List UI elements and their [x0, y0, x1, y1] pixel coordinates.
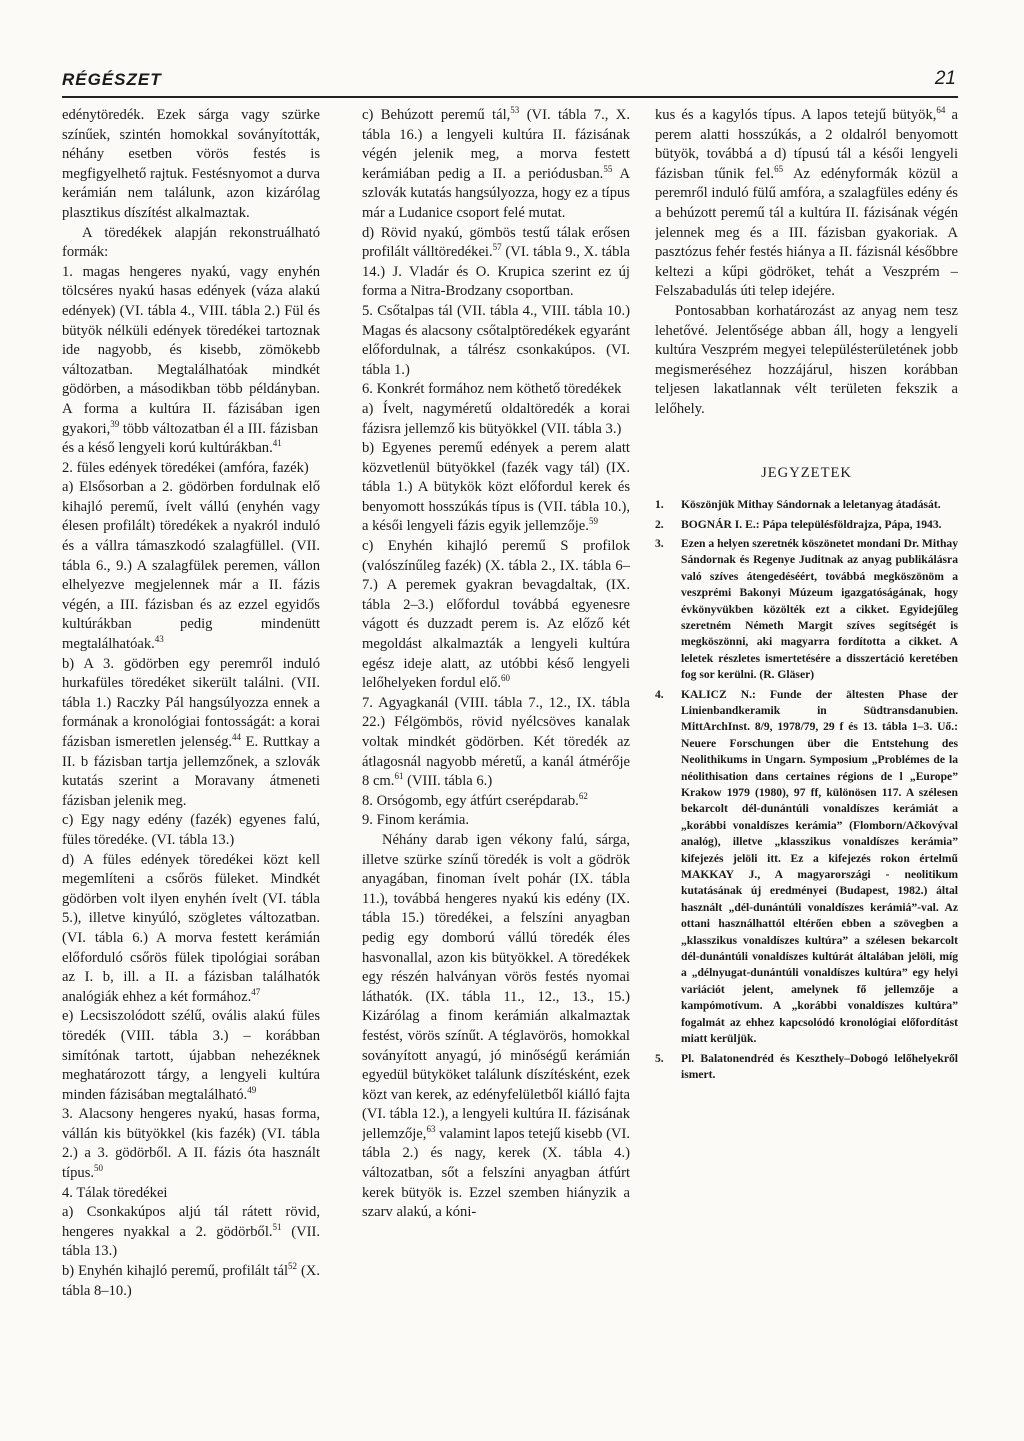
paragraph — [62, 439, 320, 459]
paragraph — [362, 380, 630, 400]
paragraph — [362, 811, 630, 831]
note-item — [655, 497, 958, 513]
footnote-ref: 52 — [288, 1261, 297, 1272]
paragraph-text: A szlovák kutatás hangsúlyozza, hogy ez a típus már a Ludanice csoport felé mutat. — [362, 165, 630, 221]
paragraph — [62, 263, 320, 439]
paragraph-text: 7. Agyagkanál (VIII. tábla 7., 12., IX. tábla 22.) Félgömbös, rövid nyélcsöves kanalak voltak mindkét gödörben. Két töredék az átlagosnál nagyobb méretű, a kanál átmérője 8 cm. — [362, 694, 630, 790]
paragraph-text: Néhány darab igen vékony falú, sárga, illetve szürke színű töredék is volt a gödrök anyagában, finoman ívelt pohár (IX. tábla 11.), továbbá hengeres nyakú kis edény (IX. tábla 15.) töredékei, a felszíni anyagban pedig egy domború vállú töredék éles hasvonallal, azon kis bütyökkel. A töredékek egy részén halványan vörös festés nyomai láthatók. (IX. tábla 11., 12., 13., 15.) Kizárólag a finom kerámián alkalmaztak festést, vörös színűt. A téglavörös, homokkal soványított anyagú, jó minőségű kerámián egyedül bütyköket találunk díszítésként, ezek közt van kerek, az edényfelületből kiálló fajta (VI. tábla 12.), a lengyeli kultúra II. fázisának jellemzője, — [362, 831, 630, 1142]
paragraph — [62, 106, 320, 224]
footnote-ref: 55 — [603, 163, 613, 174]
footnote-ref: 64 — [936, 106, 946, 115]
journal-title: RÉGÉSZET — [62, 70, 162, 89]
paragraph-text: c) Behúzott peremű tál, — [362, 107, 511, 123]
footnote-ref: 41 — [272, 438, 282, 449]
text-column-3 — [655, 106, 958, 1396]
paragraph — [362, 694, 630, 792]
paragraph-text: a) Csonkakúpos aljú tál rátett rövid, hengeres nyakkal a 2. gödörből. — [62, 1204, 320, 1240]
paragraph — [62, 459, 320, 479]
paragraph-text: d) Rövid nyakú, gömbös testű tálak erősen profilált válltöredékei. — [362, 224, 630, 261]
paragraph-text: E. Ruttkay a II. b fázisban tartja jellemzőnek, a szlovák kutatás szerint a Moravany átmeneti fázisban jelenik meg. — [62, 734, 320, 809]
note-item — [655, 517, 958, 533]
paragraph-text: a perem alatti hosszúkás, a 2 oldalról benyomott bütyök, továbbá a d) típusú tál a késői lengyeli fázisban tűnik fel. — [655, 107, 958, 182]
note-number: 2. — [655, 517, 664, 531]
note-number: 3. — [655, 536, 664, 550]
paragraph — [62, 1105, 320, 1183]
note-item — [655, 687, 958, 1048]
paragraph-text: 8. Orsógomb, egy átfúrt cserépdarab. — [362, 792, 579, 809]
paragraph-text: (VI. tábla 9., X. tábla 14.) J. Vladár és O. Krupica szerint ez új forma a Nitra-Brodzany csoportban. — [362, 244, 630, 300]
footnote-ref: 60 — [501, 673, 510, 684]
note-item — [655, 536, 958, 684]
paragraph-text: (VIII. tábla 6.) — [403, 773, 493, 790]
paragraph-text: 6. Konkrét formához nem köthető töredékek — [362, 381, 622, 398]
footnote-ref: 47 — [251, 986, 261, 997]
paragraph-text: valamint lapos tetejű kisebb (VI. tábla 2.) és nagy, kerek (X. tábla 4.) változatban, sőt a felszíni anyagban átfúrt kerek bütyök is. Ezzel szemben hiányzik a szarv alakú, a kóni- — [362, 1125, 630, 1221]
paragraph — [62, 655, 320, 812]
paragraph-text: (VII. tábla 13.) — [62, 1223, 320, 1260]
paragraph-text: 1. magas hengeres nyakú, vagy enyhén tölcséres nyakú hasas edények (váza alakú edények) (VI. tábla 4., VIII. tábla 2.) Fül és bütyök nélküli edények töredékei tartoznak ide nagyobb, és kisebb, zömökebb változatban. Megtalálhatóak mindkét gödörben, a másodikban több példányban. A forma a kultúra II. fázisában igen gyakori, — [62, 263, 320, 437]
paragraph-text: b) A 3. gödörben egy peremről induló hurkafüles töredéket sikerült találni. (VII. tábla 1.) Raczky Pál hangsúlyozza ennek a formának a kronológiai fontosságát: a korai fázisban ismeretlen jelenség. — [62, 655, 320, 750]
paragraph — [62, 1184, 320, 1204]
footnote-ref: 51 — [272, 1221, 282, 1232]
footnote-ref: 62 — [578, 790, 588, 801]
note-number: 5. — [655, 1051, 664, 1065]
text-column-2 — [362, 106, 630, 1396]
paragraph-text: e) Lecsiszolódott szélű, ovális alakú füles töredék (VIII. tábla 3.) – korábban simítónak tartott, újabban nehezéknek meghatározott tárgy, a lengyeli kultúra minden fázisában megtalálható. — [62, 1008, 320, 1103]
paragraph-text: (VI. tábla 7., X. tábla 16.) a lengyeli kultúra II. fázisának végén jelenik meg, a morva festett kerámiában pedig a II. a periódusban. — [362, 107, 630, 182]
note-number: 1. — [655, 498, 664, 512]
note-text: BOGNÁR I. E.: Pápa településföldrajza, Pápa, 1943. — [681, 517, 942, 531]
paragraph-text: 9. Finom kerámia. — [362, 812, 470, 829]
paragraph-text: Az edényformák közül a peremről induló fülű amfóra, a szalagfüles edény és a behúzott peremű tál a kultúra II. fázisának végén jelennek meg és a III. fázisban gyakoriak. A pasztózus fehér festés hiánya a II. fázisnál későbbre keltezi a kűpi gödröket, tehát a Veszprém – Felszabadulás úti telep idejére. — [655, 165, 958, 300]
text-column-1 — [62, 106, 320, 1396]
footnote-ref: 43 — [154, 634, 164, 645]
paragraph — [62, 478, 320, 654]
paragraph-text: 3. Alacsony hengeres nyakú, hasas forma, vállán kis bütyökkel (kis fazék) (VI. tábla 2.) a 3. gödörből. A II. fázis óta használt típus. — [62, 1106, 320, 1182]
paragraph — [62, 1203, 320, 1262]
paragraph — [62, 1007, 320, 1105]
paragraph-text: a) Elsősorban a 2. gödörben fordulnak elő kihajló peremű, ívelt vállú (enyhén vagy élesen profilált) töredékek a nyakról induló és a vállra támaszkodó szalagfüllel. (VII. tábla 6., 9.) A szalagfülek peremen, vállon elhelyezve megjelennek már a II. fázis végén, a III. fázisban és az ezzel egyidős kultúrákban pedig mindenütt megtalálhatóak. — [62, 479, 320, 653]
paragraph-text: c) Egy nagy edény (fazék) egyenes falú, füles töredéke. (VI. tábla 13.) — [62, 812, 320, 848]
footnote-ref: 57 — [492, 242, 502, 253]
paragraph-text: Pontosabban korhatározást az anyag nem tesz lehetővé. Jelentősége abban áll, hogy a lengyeli kultúra Veszprém megyei településterületének jobb megismeréséhez hozzájárul, hiszen korábban teljesen lakatlannak vélt területen fekszik a lelőhely. — [655, 302, 958, 417]
paragraph-text: (X. tábla 8–10.) — [62, 1263, 320, 1299]
paragraph — [655, 106, 958, 302]
paragraph-text: 5. Csőtalpas tál (VII. tábla 4., VIII. tábla 10.) Magas és alacsony csőtalptöredékek egyaránt előfordulnak, a tálrész csonkakúpos. (VI. tábla 1.) — [362, 302, 630, 378]
paragraph — [62, 1262, 320, 1301]
paragraph — [362, 792, 630, 812]
paragraph — [362, 439, 630, 537]
paragraph-text: több változatban él a III. fázisban — [119, 420, 319, 437]
footnote-ref: 63 — [426, 1123, 436, 1134]
paragraph-text: 2. füles edények töredékei (amfóra, fazék) — [62, 459, 309, 476]
footnote-ref: 50 — [94, 1163, 104, 1174]
note-text: KALICZ N.: Funde der ältesten Phase der Linienbandkeramik in Südtransdanubien. MittArchInst. 8/9, 1978/79, 29 f és 13. tábla 1–3. Uő.: Neuere Forschungen über die Entstehung des Neolithikums in Ungarn. Symposium „Problémes de la néolithisation dans certaines régions de l „Europe” Krakow 1979 (1980), 97 ff, különösen 117. A szélesen bekarcolt dél-dunántúli vonaldíszes kerámiát a „korábbi vonaldíszes kerámia” (Flomborn/Ačkovýval analóg), illetve „klasszikus vonaldíszes kerámia” kifejezés jelöli itt. Ez a kifejezés rokon értelmű MAKKAY J., A magyarországi - neolitikum kutatásának új eredményei (Budapest, 1982.) által használt „dél-dunántúli vonaldíszes kerámiá”-val. Az ottani használhattól eltérően ebben a szövegben a „klasszikus vonaldíszes kultúra” a szélesen bekarcolt dél-dunántúli vonaldíszes kultúrát általában jelöli, míg a „délnyugat-dunántúli vonaldíszes kultúra” egy helyi variációt jelent, amelynek fő jellemzője a kampómotívum. A „korábbi vonaldíszes kultúra” fogalmát az ehhez kapcsolódó kronológiai előfordítást miatt kerüljük. — [681, 687, 958, 1046]
paragraph-text: b) Egyenes peremű edények a perem alatt közvetlenül bütyökkel (fazék vagy tál) (IX. tábla 1.) A bütykök közt előfordul kerek és benyomott hosszúkás típus is (VII. tábla 10.), a késői lengyeli fázis egyik jellemzője. — [362, 440, 630, 535]
note-text: Ezen a helyen szeretnék köszönetet mondani Dr. Mithay Sándornak és Regenye Juditnak az anyag publikálásra való szíves átengedéséért, továbbá megköszönöm a veszprémi Bakonyi Múzeum igazgatóságának, hogy évkönyvükben közölték ezt a cikket. Egyidejűleg szeretném Németh Margit szíves segítségét is megköszönni, aki magyarra fordította a cikket. A leletek részletes ismertetésére a disszertáció keretében fog sor kerülni. (R. Gläser) — [681, 536, 958, 682]
footnote-ref: 61 — [394, 771, 404, 782]
footnote-ref: 65 — [774, 163, 784, 174]
paragraph-text: kus és a kagylós típus. A lapos tetejű bütyök, — [655, 107, 937, 123]
footnote-ref: 44 — [232, 732, 242, 742]
footnote-ref: 53 — [510, 106, 520, 115]
note-number: 4. — [655, 687, 664, 701]
footnote-ref: 59 — [588, 516, 598, 527]
paragraph — [62, 851, 320, 1008]
paragraph-text: 4. Tálak töredékei — [62, 1184, 168, 1201]
note-item — [655, 1051, 958, 1084]
paragraph — [362, 224, 630, 302]
paragraph-text: edénytöredék. Ezek sárga vagy szürke színűek, szintén homokkal soványították, néhány esetben vörös festés is megfigyelhető rajtuk. Festésnyomot a durva kerámián nem találunk, azon kizárólag plasztikus díszítést alkalmaztak. — [62, 107, 320, 221]
paragraph — [362, 302, 630, 380]
paragraph — [362, 537, 630, 694]
paragraph-text: b) Enyhén kihajló peremű, profilált tál — [62, 1263, 288, 1280]
paragraph-text: A töredékek alapján rekonstruálható formák: — [62, 224, 320, 261]
paragraph — [362, 106, 630, 224]
page-number: 21 — [934, 68, 956, 89]
note-text: Köszönjük Mithay Sándornak a leletanyag átadását. — [681, 498, 941, 512]
paragraph — [362, 831, 630, 1223]
paragraph-text: a) Ívelt, nagyméretű oldaltöredék a korai fázisra jellemző kis bütyökkel (VII. tábla 3.) — [362, 400, 630, 437]
footnote-ref: 49 — [247, 1084, 257, 1095]
footnote-ref: 39 — [110, 418, 120, 429]
paragraph-text: c) Enyhén kihajló peremű S profilok (valószínűleg fazék) (X. tábla 2., IX. tábla 6–7.) A peremek gyakran bevagdaltak, (IX. tábla 2–3.) előfordul továbbá egyenesre vágott és duzzadt perem is. Az előző két megoldást alkalmazták a lengyeli kultúra egész ideje alatt, az utóbbi késő lengyeli lelőhelyeken fordul elő. — [362, 538, 630, 692]
column-3-body — [655, 106, 958, 420]
paragraph-text: és a késő lengyeli korú kultúrákban. — [62, 440, 273, 457]
notes-list — [655, 497, 958, 1083]
paragraph — [62, 811, 320, 850]
notes-heading: JEGYZETEK — [761, 464, 852, 481]
paragraph — [62, 224, 320, 263]
running-header — [62, 68, 958, 98]
paragraph — [655, 302, 958, 420]
note-text: Pl. Balatonendréd és Keszthely–Dobogó lelőhelyekről ismert. — [681, 1051, 958, 1081]
paragraph — [362, 400, 630, 439]
paragraph-text: d) A füles edények töredékei közt kell megemlíteni a csőrös füleket. Mindkét gödörben volt ilyen enyhén ívelt (VI. tábla 5.), illetve kinyúló, szögletes változatban. (VI. tábla 6.) A morva festett kerámián előforduló csőrös fülek tipológiai sorában az I. b, ill. a II. a fázisban találhatók analógiák ehhez a két formához. — [62, 851, 320, 1005]
